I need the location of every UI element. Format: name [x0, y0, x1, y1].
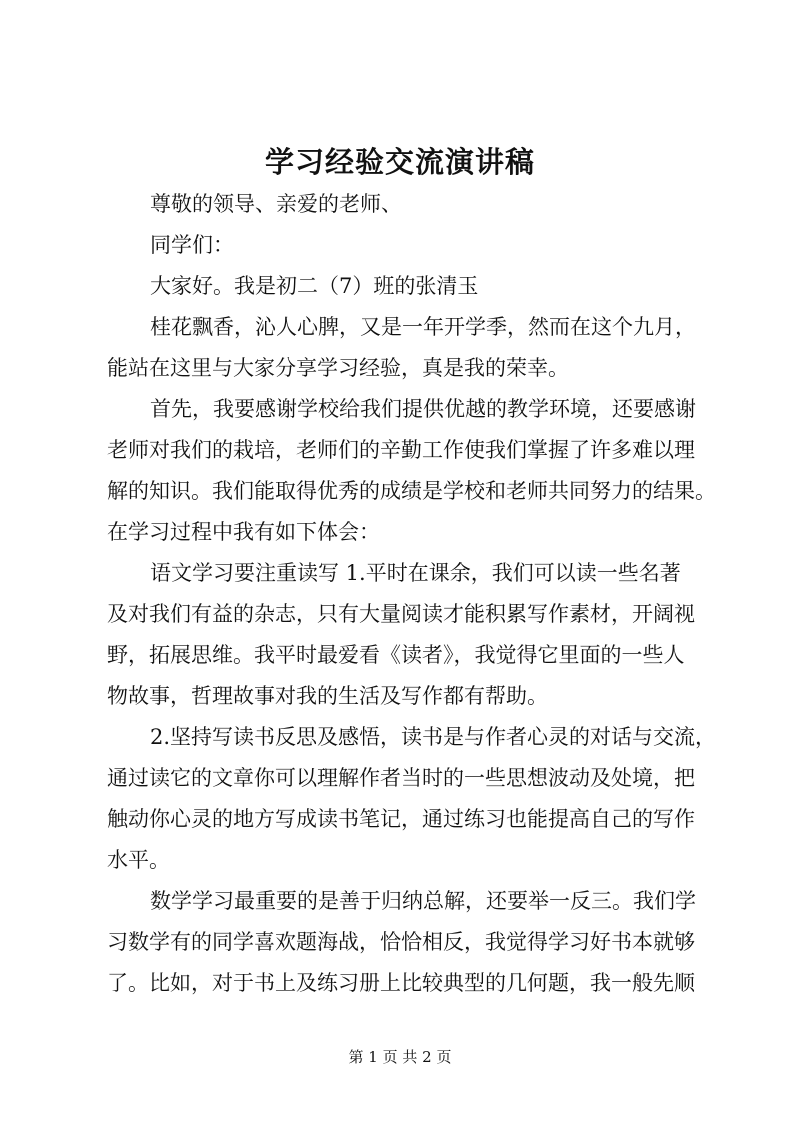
body-line: 及对我们有益的杂志，只有大量阅读才能积累写作素材，开阔视	[107, 602, 695, 626]
body-line: 触动你心灵的地方写成读书笔记，通过练习也能提高自己的写作	[107, 807, 695, 831]
body-line: 大家好。我是初二（7）班的张清玉	[150, 274, 479, 298]
body-line: 同学们：	[150, 233, 234, 257]
body-line: 语文学习要注重读写 1.平时在课余，我们可以读一些名著	[150, 561, 681, 585]
body-line: 通过读它的文章你可以理解作者当时的一些思想波动及处境，把	[107, 766, 695, 790]
page-number-footer: 第 1 页 共 2 页	[348, 1048, 452, 1066]
body-line: 了。比如，对于书上及练习册上比较典型的几何题，我一般先顺	[107, 971, 695, 995]
body-line: 能站在这里与大家分享学习经验，真是我的荣幸。	[107, 356, 569, 380]
body-line: 解的知识。我们能取得优秀的成绩是学校和老师共同努力的结果。	[107, 479, 716, 503]
body-line: 老师对我们的栽培，老师们的辛勤工作使我们掌握了许多难以理	[107, 438, 695, 462]
document-title: 学习经验交流演讲稿	[264, 145, 535, 179]
body-line: 水平。	[107, 848, 170, 872]
body-line: 在学习过程中我有如下体会：	[107, 520, 380, 544]
body-line: 尊敬的领导、亲爱的老师、	[150, 192, 402, 216]
body-line: 数学学习最重要的是善于归纳总解，还要举一反三。我们学	[150, 889, 696, 913]
body-line: 物故事，哲理故事对我的生活及写作都有帮助。	[107, 684, 548, 708]
body-line: 野，拓展思维。我平时最爱看《读者》，我觉得它里面的一些人	[107, 643, 685, 667]
body-line: 桂花飘香，沁人心脾，又是一年开学季，然而在这个九月，	[150, 315, 696, 339]
body-line: 首先，我要感谢学校给我们提供优越的教学环境，还要感谢	[150, 397, 696, 421]
body-line: 2.坚持写读书反思及感悟，读书是与作者心灵的对话与交流，	[150, 725, 717, 749]
body-line: 习数学有的同学喜欢题海战，恰恰相反，我觉得学习好书本就够	[107, 930, 695, 954]
